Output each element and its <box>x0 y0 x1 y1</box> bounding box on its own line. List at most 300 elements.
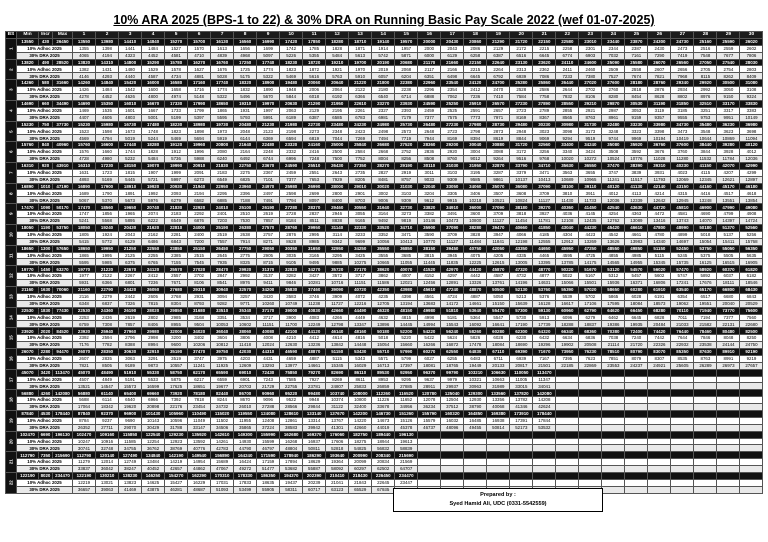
ara-cell: 17391 <box>510 417 533 424</box>
dra-cell: 8169 <box>441 135 464 142</box>
stage-cell: 22670 <box>119 266 142 273</box>
stage-cell: 56240 <box>441 328 464 335</box>
stage-cell: 18230 <box>280 59 303 66</box>
stage-cell: 15420 <box>119 80 142 87</box>
stage-cell: 72430 <box>257 369 280 376</box>
dra-cell: 14631 <box>533 280 556 287</box>
stage-cell: 31370 <box>257 266 280 273</box>
ara-cell: 4315 <box>671 190 694 197</box>
stage-cell: 39310 <box>648 162 671 169</box>
ara-cell: 6462 <box>602 314 625 321</box>
stage-cell: 78510 <box>602 348 625 355</box>
ara-cell: 6843 <box>740 293 763 300</box>
stage-cell: 182750 <box>349 431 372 438</box>
ara-cell: 4887 <box>464 293 487 300</box>
stage-cell: 80790 <box>625 348 648 355</box>
stage-cell: 25280 <box>510 80 533 87</box>
stage-cell: 19970 <box>257 100 280 107</box>
dra-row-label: 30% DRA 2025 <box>17 259 73 266</box>
ara-cell: 7927 <box>303 376 326 383</box>
stage-cell: 34910 <box>441 204 464 211</box>
stage-cell: 37600 <box>671 142 694 149</box>
dra-cell: 34041 <box>533 383 556 390</box>
ara-cell: 3200 <box>165 335 188 342</box>
stage-cell: 24300 <box>648 38 671 45</box>
ara-cell: 10800 <box>349 397 372 404</box>
ara-cell: 2385 <box>165 252 188 259</box>
stage-cell: 83070 <box>648 348 671 355</box>
ara-cell: 3491 <box>441 211 464 218</box>
ara-cell: 3424 <box>579 149 602 156</box>
ara-cell: 8670 <box>234 397 257 404</box>
dra-cell: 41346 <box>510 404 533 411</box>
bs-number: 14 <box>8 315 14 320</box>
ara-cell: 3709 <box>441 231 464 238</box>
dra-cell <box>648 383 671 390</box>
stage-cell: 27570 <box>257 224 280 231</box>
stage-cell: 41130 <box>625 183 648 190</box>
dra-cell: 4626 <box>119 94 142 101</box>
ara-cell: 7851 <box>602 355 625 362</box>
dra-cell: 22755 <box>280 383 303 390</box>
stage-cell: 18150 <box>119 162 142 169</box>
ara-cell: 2619 <box>257 211 280 218</box>
ara-cell: 2166 <box>441 66 464 73</box>
dra-cell <box>556 466 579 473</box>
scale-row-dra-bs-9 <box>6 218 763 225</box>
header-stage-18: 18 <box>464 32 487 39</box>
ara-cell: 1744 <box>119 149 142 156</box>
ara-cell: 5730 <box>510 314 533 321</box>
scale-min-cell: 15760 <box>17 142 39 149</box>
ara-cell: 2093 <box>165 190 188 197</box>
dra-cell: 7773 <box>464 114 487 121</box>
ara-cell: 3119 <box>648 107 671 114</box>
ara-cell: 11226 <box>372 397 395 404</box>
stage-cell: 23130 <box>510 59 533 66</box>
stage-cell: 42540 <box>602 204 625 211</box>
stage-cell: 55050 <box>717 245 740 252</box>
prepared-by-box <box>393 488 603 512</box>
ara-cell <box>671 376 694 383</box>
dra-cell: 16125 <box>694 259 717 266</box>
stage-cell <box>648 390 671 397</box>
ara-cell: 2019 <box>372 66 395 73</box>
ara-cell: 2180 <box>372 87 395 94</box>
dra-cell: 20529 <box>740 300 763 307</box>
ara-cell: 3555 <box>372 252 395 259</box>
stage-cell: 40360 <box>556 204 579 211</box>
bs-number: 4 <box>8 109 14 112</box>
stage-cell: 89530 <box>372 369 395 376</box>
dra-cell: 8955 <box>165 321 188 328</box>
dra-cell: 42624 <box>533 404 556 411</box>
dra-cell: 19620 <box>119 404 142 411</box>
ara-cell <box>625 459 648 466</box>
dra-cell: 7782 <box>96 342 119 349</box>
dra-cell: 18765 <box>441 362 464 369</box>
stage-cell: 18280 <box>142 142 165 149</box>
scale-max-cell: 234470 <box>53 473 73 480</box>
pay-scale-table <box>5 31 763 494</box>
stage-cell: 186290 <box>303 452 326 459</box>
ara-cell: 4205 <box>487 252 510 259</box>
dra-cell: 11784 <box>717 156 740 163</box>
table-header-row <box>6 32 763 39</box>
ara-cell: 2116 <box>73 293 96 300</box>
stage-cell: 51150 <box>326 348 349 355</box>
ara-cell: 1865 <box>211 107 234 114</box>
ara-cell: 2281 <box>165 231 188 238</box>
ara-cell: 1823 <box>280 66 303 73</box>
stage-cell: 57300 <box>510 307 533 314</box>
stage-cell: 70110 <box>671 307 694 314</box>
ara-cell: 2558 <box>625 66 648 73</box>
dra-cell: 9033 <box>418 176 441 183</box>
dra-cell: 13416 <box>648 218 671 225</box>
dra-cell: 12615 <box>487 259 510 266</box>
ara-cell: 2598 <box>280 190 303 197</box>
ara-cell <box>671 459 694 466</box>
dra-cell: 10053 <box>211 321 234 328</box>
stage-cell: 23480 <box>326 121 349 128</box>
bs-number: 15 <box>8 335 14 341</box>
ara-cell: 3002 <box>372 190 395 197</box>
stage-cell <box>602 369 625 376</box>
ara-cell: 16229 <box>188 479 211 486</box>
ara-cell: 3383 <box>740 107 763 114</box>
dra-cell: 33678 <box>372 404 395 411</box>
dra-cell <box>694 383 717 390</box>
dra-cell: 31989 <box>487 383 510 390</box>
ara-cell: 6354 <box>671 293 694 300</box>
dra-cell: 4452 <box>142 52 165 59</box>
ara-cell: 9948 <box>303 397 326 404</box>
bs-number: 18 <box>8 397 14 403</box>
stage-cell <box>740 369 763 376</box>
ara-cell: 6517 <box>694 293 717 300</box>
dra-cell: 10869 <box>717 135 740 142</box>
scale-row-dra-bs-2 <box>6 73 763 80</box>
dra-cell: 6885 <box>211 197 234 204</box>
dra-cell: 7914 <box>234 238 257 245</box>
scale-row-dra-bs-3 <box>6 94 763 101</box>
ara-cell: 2847 <box>211 273 234 280</box>
stage-cell: 43980 <box>395 286 418 293</box>
ara-cell: 16268 <box>280 438 303 445</box>
dra-cell: 13743 <box>671 218 694 225</box>
ara-cell: 2332 <box>280 149 303 156</box>
stage-cell: 17850 <box>303 38 326 45</box>
stage-cell: 20800 <box>211 142 234 149</box>
dra-cell: 7821 <box>73 362 96 369</box>
stage-cell: 53430 <box>349 348 372 355</box>
scale-row-basic-bs-19 <box>6 410 763 417</box>
dra-cell: 28911 <box>418 383 441 390</box>
stage-cell <box>464 452 487 459</box>
stage-cell: 20680 <box>395 59 418 66</box>
ara-cell <box>510 459 533 466</box>
stage-cell: 125040 <box>441 390 464 397</box>
bs-number: 10 <box>8 232 14 238</box>
scale-max-cell: 53750 <box>53 224 73 231</box>
dra-cell: 9846 <box>280 280 303 287</box>
dra-cell: 53532 <box>533 424 556 431</box>
dra-cell: 29070 <box>119 424 142 431</box>
ara-cell: 3305 <box>441 190 464 197</box>
stage-cell <box>579 431 602 438</box>
stage-cell <box>625 369 648 376</box>
stage-cell: 112260 <box>372 390 395 397</box>
scale-row-dra-bs-5 <box>6 135 763 142</box>
scale-min-cell: 56880 <box>17 390 39 397</box>
dra-cell: 34956 <box>395 404 418 411</box>
dra-row-label: 30% DRA 2025 <box>17 197 73 204</box>
ara-cell: 2557 <box>165 273 188 280</box>
stage-cell: 30230 <box>533 121 556 128</box>
stage-cell: 14410 <box>119 38 142 45</box>
ara-cell: 2920 <box>441 149 464 156</box>
ara-cell: 14220 <box>349 417 372 424</box>
dra-cell: 4968 <box>234 52 257 59</box>
stage-cell: 92190 <box>740 348 763 355</box>
stage-cell: 26560 <box>671 59 694 66</box>
stage-cell: 27230 <box>510 100 533 107</box>
stage-cell: 48870 <box>303 348 326 355</box>
bs-number: 11 <box>8 253 14 258</box>
stage-cell: 44160 <box>694 183 717 190</box>
ara-cell: 3507 <box>487 190 510 197</box>
dra-cell: 23538 <box>694 342 717 349</box>
dra-cell: 11484 <box>464 238 487 245</box>
ara-cell: 4877 <box>533 273 556 280</box>
dra-cell: 13761 <box>487 280 510 287</box>
ara-cell: 2473 <box>671 45 694 52</box>
ara-cell: 2752 <box>395 149 418 156</box>
dra-cell: 7719 <box>395 135 418 142</box>
scale-min-cell: 13550 <box>17 38 39 45</box>
dra-cell: 4452 <box>96 94 119 101</box>
stage-cell: 52560 <box>740 224 763 231</box>
scale-min-cell: 13820 <box>17 59 39 66</box>
stage-cell <box>441 431 464 438</box>
ara-cell: 2348 <box>326 128 349 135</box>
dra-cell <box>487 466 510 473</box>
stage-cell: 20000 <box>418 38 441 45</box>
dra-cell: 8184 <box>280 218 303 225</box>
stage-cell: 19950 <box>96 245 119 252</box>
stage-cell: 26190 <box>119 307 142 314</box>
dra-cell: 12036 <box>602 197 625 204</box>
stage-cell: 26480 <box>418 121 441 128</box>
stage-cell <box>464 431 487 438</box>
ara-cell: 1600 <box>142 87 165 94</box>
ara-cell <box>556 417 579 424</box>
stage-cell <box>625 452 648 459</box>
stage-cell <box>533 431 556 438</box>
stage-cell: 38620 <box>372 266 395 273</box>
stage-cell: 52200 <box>395 328 418 335</box>
stage-cell: 50180 <box>372 328 395 335</box>
dra-cell: 7548 <box>694 52 717 59</box>
ara-cell: 5875 <box>165 376 188 383</box>
stage-cell: 14800 <box>119 59 142 66</box>
scale-row-basic-bs-12 <box>6 266 763 273</box>
stage-cell <box>740 452 763 459</box>
stage-cell <box>464 473 487 480</box>
ara-cell: 2460 <box>579 66 602 73</box>
ara-cell: 2796 <box>119 335 142 342</box>
scale-incr-cell: 580 <box>39 80 53 87</box>
dra-cell: 11094 <box>740 135 763 142</box>
ara-cell: 2423 <box>349 128 372 135</box>
stage-cell: 30530 <box>625 100 648 107</box>
stage-cell: 30020 <box>372 183 395 190</box>
dra-cell: 6144 <box>234 135 257 142</box>
dra-cell: 26859 <box>372 383 395 390</box>
ara-cell: 2436 <box>96 314 119 321</box>
stage-cell <box>556 369 579 376</box>
stage-cell: 15290 <box>142 59 165 66</box>
ara-cell: 5547 <box>487 314 510 321</box>
ara-cell <box>602 376 625 383</box>
ara-cell <box>602 438 625 445</box>
ara-cell: 2516 <box>694 45 717 52</box>
ara-cell: 1914 <box>372 45 395 52</box>
dra-cell: 5910 <box>349 73 372 80</box>
dra-cell: 8304 <box>165 300 188 307</box>
ara-cell: 2800 <box>326 190 349 197</box>
dra-row-label: 30% DRA 2025 <box>17 300 73 307</box>
stage-cell: 20930 <box>165 183 188 190</box>
stage-cell: 48490 <box>96 369 119 376</box>
ara-cell: 2702 <box>579 87 602 94</box>
ara-cell: 8250 <box>740 335 763 342</box>
dra-cell: 30963 <box>464 383 487 390</box>
scale-max-cell: 31660 <box>53 80 73 87</box>
dra-cell: 7062 <box>441 94 464 101</box>
stage-cell: 169380 <box>487 410 510 417</box>
ara-cell <box>694 479 717 486</box>
stage-cell: 37090 <box>441 224 464 231</box>
ara-cell: 3844 <box>694 149 717 156</box>
ara-cell: 5245 <box>671 252 694 259</box>
stage-cell: 18980 <box>188 121 211 128</box>
ara-cell: 7240 <box>625 335 648 342</box>
scale-incr-cell: 430 <box>39 38 53 45</box>
dra-cell: 5484 <box>326 52 349 59</box>
ara-cell: 2459 <box>280 169 303 176</box>
dra-cell: 22176 <box>165 404 188 411</box>
scale-incr-cell: 2280 <box>39 348 53 355</box>
stage-cell: 45810 <box>671 204 694 211</box>
ara-cell <box>602 397 625 404</box>
dra-cell: 6582 <box>188 197 211 204</box>
ara-cell: 2183 <box>165 211 188 218</box>
dra-cell: 8115 <box>694 73 717 80</box>
dra-cell: 4974 <box>165 94 188 101</box>
dra-cell: 8541 <box>211 280 234 287</box>
stage-cell: 24980 <box>372 121 395 128</box>
stage-cell: 16130 <box>211 38 234 45</box>
dra-cell: 12609 <box>234 362 257 369</box>
stage-cell: 40120 <box>740 142 763 149</box>
ara-cell: 10916 <box>96 438 119 445</box>
scale-min-cell: 16310 <box>17 162 39 169</box>
dra-cell: 20703 <box>234 383 257 390</box>
dra-cell: 13626 <box>602 238 625 245</box>
stage-cell: 25090 <box>602 59 625 66</box>
stage-cell: 66450 <box>625 307 648 314</box>
ara-cell: 4207 <box>717 169 740 176</box>
dra-cell: 37512 <box>441 404 464 411</box>
scale-incr-cell: 3420 <box>39 369 53 376</box>
ara-cell: 1676 <box>211 66 234 73</box>
stage-cell: 17440 <box>119 142 142 149</box>
stage-cell: 51370 <box>717 224 740 231</box>
stage-cell: 28760 <box>280 224 303 231</box>
ara-cell: 17894 <box>280 459 303 466</box>
stage-cell: 48870 <box>464 286 487 293</box>
dra-cell: 37224 <box>257 424 280 431</box>
ara-cell: 4012 <box>602 190 625 197</box>
dra-cell <box>717 383 740 390</box>
ara-cell: 2919 <box>395 169 418 176</box>
stage-cell: 89910 <box>717 348 740 355</box>
dra-cell: 10473 <box>441 218 464 225</box>
stage-cell: 29480 <box>510 121 533 128</box>
stage-cell: 46140 <box>326 328 349 335</box>
dra-cell: 14697 <box>671 238 694 245</box>
stage-cell: 92370 <box>96 410 119 417</box>
stage-cell <box>694 452 717 459</box>
stage-cell: 18720 <box>303 59 326 66</box>
stage-cell: 28000 <box>326 183 349 190</box>
scale-row-basic-bs-10 <box>6 224 763 231</box>
ara-cell: 6559 <box>211 376 234 383</box>
ara-cell: 1431 <box>96 66 119 73</box>
stage-cell: 24590 <box>280 162 303 169</box>
scale-incr-cell: 1090 <box>39 204 53 211</box>
bs-number: 21 <box>8 459 14 465</box>
ara-cell: 2525 <box>441 107 464 114</box>
ara-cell: 5256 <box>740 231 763 238</box>
dra-cell: 36657 <box>73 486 96 493</box>
ara-cell: 2946 <box>326 211 349 218</box>
ara-cell: 17031 <box>211 479 234 486</box>
ara-cell: 4632 <box>372 314 395 321</box>
ara-cell: 5913 <box>533 314 556 321</box>
dra-cell: 30741 <box>73 445 96 452</box>
ara-cell: 6191 <box>648 293 671 300</box>
stage-cell: 142200 <box>349 410 372 417</box>
ara-cell: 2876 <box>280 231 303 238</box>
scale-row-ara-bs-12 <box>6 273 763 280</box>
dra-row-label: 30% DRA 2025 <box>17 218 73 225</box>
stage-cell: 138230 <box>119 473 142 480</box>
dra-cell: 6387 <box>487 52 510 59</box>
ara-cell: 3698 <box>740 128 763 135</box>
ara-cell: 5702 <box>579 293 602 300</box>
stage-cell: 46590 <box>280 348 303 355</box>
stage-cell: 28350 <box>96 348 119 355</box>
stage-cell: 49980 <box>418 307 441 314</box>
scale-row-basic-bs-16 <box>6 348 763 355</box>
ara-cell: 4066 <box>510 231 533 238</box>
dra-cell: 32400 <box>349 404 372 411</box>
ara-cell: 4465 <box>533 252 556 259</box>
ara-cell: 2586 <box>533 87 556 94</box>
